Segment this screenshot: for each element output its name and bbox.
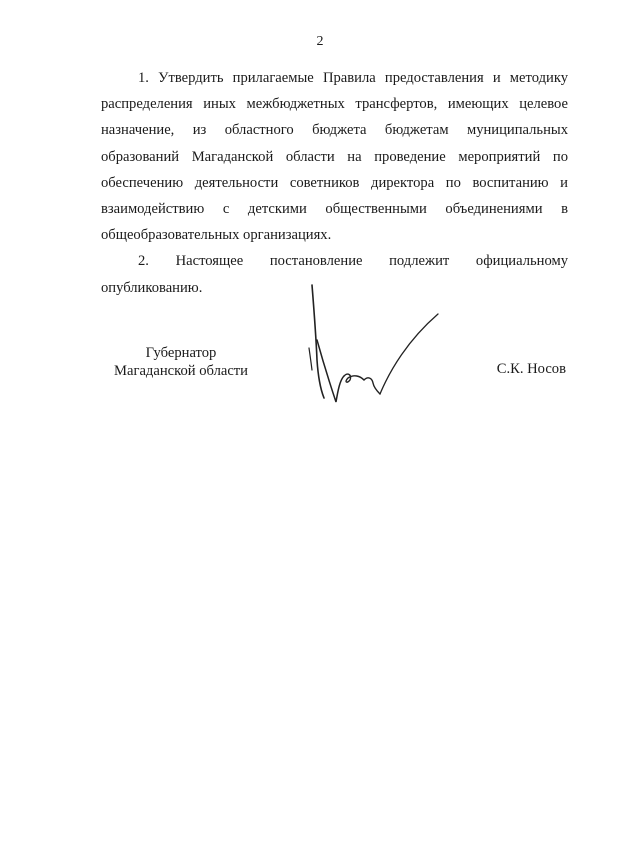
signatory-position-line-2: Магаданской области (114, 363, 248, 379)
handwritten-signature (300, 280, 445, 410)
signatory-name: С.К. Носов (496, 361, 566, 377)
signatory-position (101, 344, 261, 380)
document-body (101, 65, 568, 301)
paragraph-2: 2. Настоящее постановление подлежит официальному опубликованию. (101, 253, 568, 296)
paragraph-1: 1. Утвердить прилагаемые Правила предоставления и методику распределения иных межбюджетных трансфертов, имеющих целевое назначение, из областного бюджета бюджетам муниципальных образований Магаданской области на проведение мероприятий по обеспечению деятельности советников директора по воспитанию и взаимодействию с детскими общественными объединениями в общеобразовательных организациях. (101, 70, 568, 244)
page-number: 2 (316, 34, 324, 49)
signatory-position-line-1: Губернатор (145, 345, 217, 361)
